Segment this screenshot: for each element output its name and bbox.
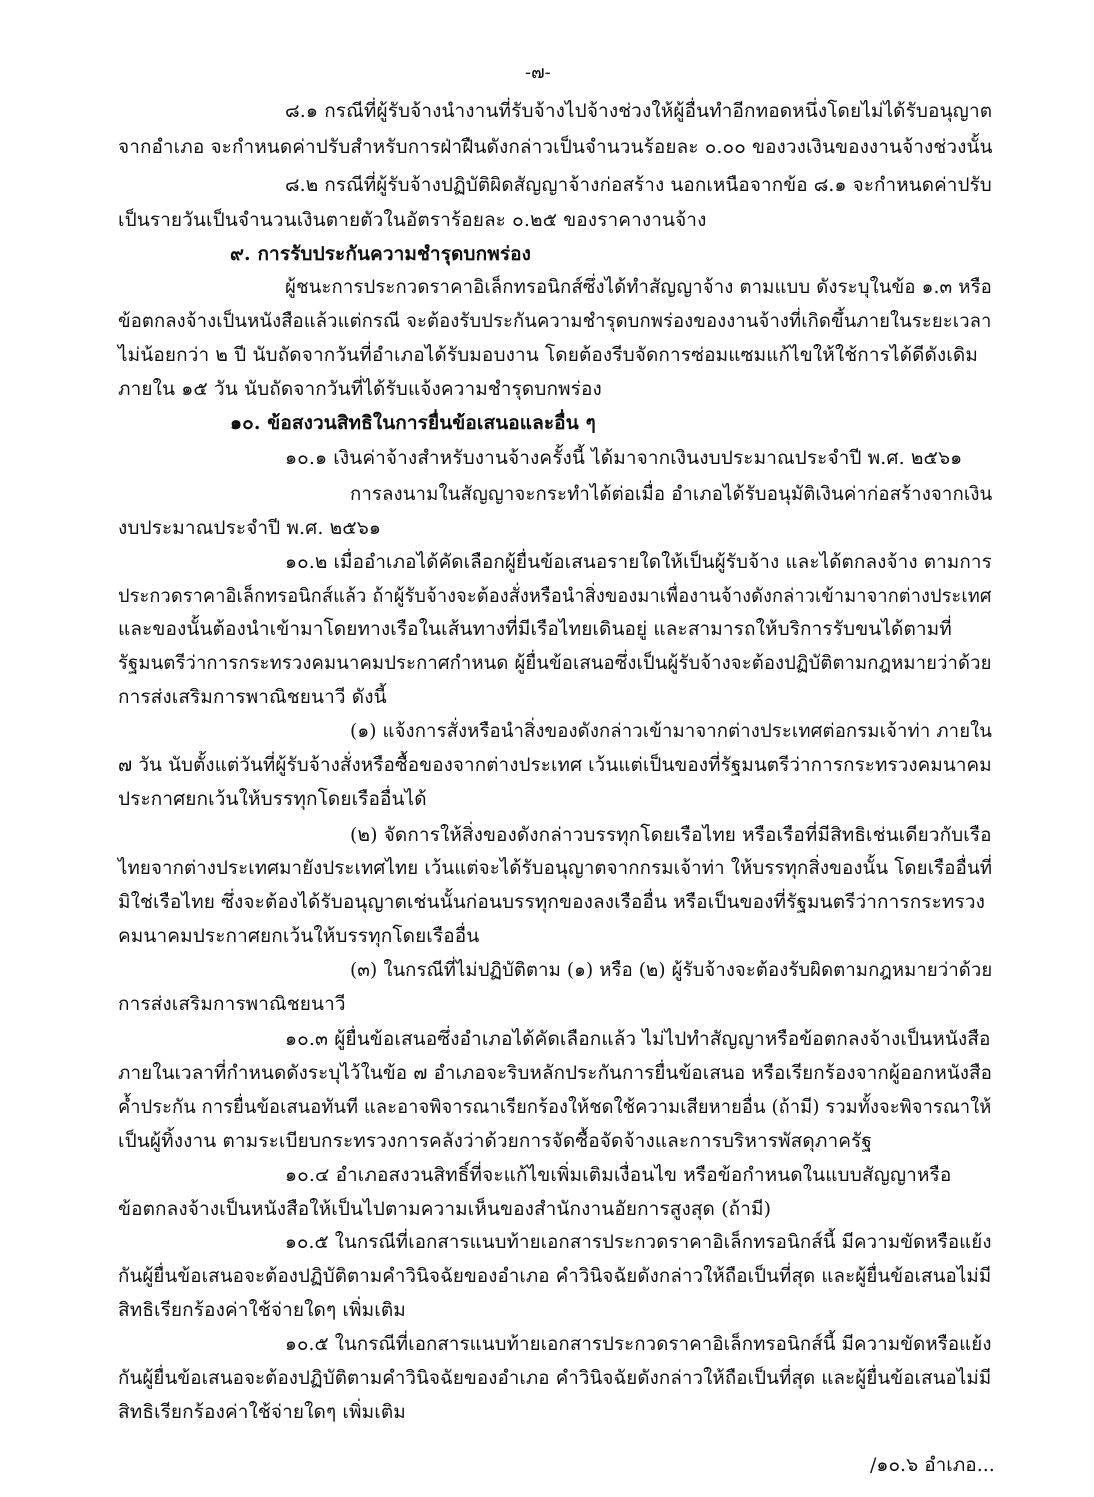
text-line: กันผู้ยื่นข้อเสนอจะต้องปฏิบัติตามคำวินิจฉัยของอำเภอ คำวินิจฉัยดังกล่าวให้ถือเป็นที่สุด และผู้ยื่นข้อเสนอไม่มี (118, 1367, 992, 1389)
text-line: เป็นรายวันเป็นจำนวนเงินตายตัวในอัตราร้อยละ ๐.๒๕ ของราคางานจ้าง (118, 209, 707, 231)
text-line: ไม่น้อยกว่า ๒ ปี นับถัดจากวันที่อำเภอได้รับมอบงาน โดยต้องรีบจัดการซ่อมแซมแก้ไขให้ใช้การได้ดีดังเดิม (118, 344, 978, 366)
text-line: การส่งเสริมการพาณิชยนาวี (118, 993, 346, 1015)
text-line: สิทธิเรียกร้องค่าใช้จ่ายใดๆ เพิ่มเติม (118, 1401, 406, 1423)
text-line: ข้อตกลงจ้างเป็นหนังสือแล้วแต่กรณี จะต้องรับประกันความชำรุดบกพร่องของงานจ้างที่เกิดขึ้นภายในระยะเวลา (118, 310, 992, 332)
text-line: (๒) จัดการให้สิ่งของดังกล่าวบรรทุกโดยเรือไทย หรือเรือที่มีสิทธิเช่นเดียวกับเรือ (350, 824, 992, 846)
text-line: ประกวดราคาอิเล็กทรอนิกส์แล้ว ถ้าผู้รับจ้างจะต้องสั่งหรือนำสิ่งของมาเพื่องานจ้างดังกล่าวเข้ามาจากต่างประเทศ (118, 585, 992, 607)
text-line: ๗ วัน นับตั้งแต่วันที่ผู้รับจ้างสั่งหรือซื้อของจากต่างประเทศ เว้นแต่เป็นของที่รัฐมนตรีว่าการกระทรวงคมนาคม (118, 754, 992, 776)
text-line: สิทธิเรียกร้องค่าใช้จ่ายใดๆ เพิ่มเติม (118, 1299, 406, 1321)
text-line: ไทยจากต่างประเทศมายังประเทศไทย เว้นแต่จะได้รับอนุญาตจากกรมเจ้าท่า ให้บรรทุกสิ่งของนั้น โดยเรืออื่นที่ (118, 857, 993, 879)
text-line: ๘.๒ กรณีที่ผู้รับจ้างปฏิบัติผิดสัญญาจ้างก่อสร้าง นอกเหนือจากข้อ ๘.๑ จะกำหนดค่าปรับ (285, 174, 992, 196)
text-line: ๑๐.๔ อำเภอสงวนสิทธิ์ที่จะแก้ไขเพิ่มเติมเงื่อนไข หรือข้อกำหนดในแบบสัญญาหรือ (285, 1164, 952, 1186)
page-number: -๗- (525, 62, 551, 83)
section-heading: ๙. การรับประกันความชำรุดบกพร่อง (230, 243, 532, 265)
text-line: จากอำเภอ จะกำหนดค่าปรับสำหรับการฝ่าฝืนดังกล่าวเป็นจำนวนร้อยละ ๐.๐๐ ของวงเงินของงานจ้างช่วงนั้น (118, 136, 993, 158)
text-line: รัฐมนตรีว่าการกระทรวงคมนาคมประกาศกำหนด ผู้ยื่นข้อเสนอซึ่งเป็นผู้รับจ้างจะต้องปฏิบัติตามกฎหมายว่าด้วย (118, 652, 992, 674)
text-line: ประกาศยกเว้นให้บรรทุกโดยเรืออื่นได้ (118, 788, 427, 810)
text-line: ๑๐.๑ เงินค่าจ้างสำหรับงานจ้างครั้งนี้ ได้มาจากเงินงบประมาณประจำปี พ.ศ. ๒๕๖๑ (285, 447, 963, 469)
text-line: คมนาคมประกาศยกเว้นให้บรรทุกโดยเรืออื่น (118, 925, 480, 947)
text-line: และของนั้นต้องนำเข้ามาโดยทางเรือในเส้นทางที่มีเรือไทยเดินอยู่ และสามารถให้บริการรับขนได้ตามที่ (118, 618, 952, 640)
text-line: มิใช่เรือไทย ซึ่งจะต้องได้รับอนุญาตเช่นนั้นก่อนบรรทุกของลงเรืออื่น หรือเป็นของที่รัฐมนตรีว่าการกระทรวง (118, 891, 985, 913)
text-line: ๑๐.๒ เมื่ออำเภอได้คัดเลือกผู้ยื่นข้อเสนอรายใดให้เป็นผู้รับจ้าง และได้ตกลงจ้าง ตามการ (285, 551, 992, 573)
text-line: ๑๐.๓ ผู้ยื่นข้อเสนอซึ่งอำเภอได้คัดเลือกแล้ว ไม่ไปทำสัญญาหรือข้อตกลงจ้างเป็นหนังสือ (285, 1028, 991, 1050)
section-heading: ๑๐. ข้อสงวนสิทธิในการยื่นข้อเสนอและอื่น ๆ (230, 412, 596, 434)
text-line: ข้อตกลงจ้างเป็นหนังสือให้เป็นไปตามความเห็นของสำนักงานอัยการสูงสุด (ถ้ามี) (118, 1198, 772, 1220)
text-line: ผู้ชนะการประกวดราคาอิเล็กทรอนิกส์ซึ่งได้ทำสัญญาจ้าง ตามแบบ ดังระบุในข้อ ๑.๓ หรือ (285, 276, 992, 298)
text-line: (๑) แจ้งการสั่งหรือนำสิ่งของดังกล่าวเข้ามาจากต่างประเทศต่อกรมเจ้าท่า ภายใน (350, 720, 993, 742)
text-line: ๑๐.๕ ในกรณีที่เอกสารแนบท้ายเอกสารประกวดราคาอิเล็กทรอนิกส์นี้ มีความขัดหรือแย้ง (285, 1231, 992, 1253)
text-line: (๓) ในกรณีที่ไม่ปฏิบัติตาม (๑) หรือ (๒) ผู้รับจ้างจะต้องรับผิดตามกฎหมายว่าด้วย (350, 959, 993, 981)
text-line: ภายในเวลาที่กำหนดดังระบุไว้ในข้อ ๗ อำเภอจะริบหลักประกันการยื่นข้อเสนอ หรือเรียกร้องจากผู้ออกหนังสือ (118, 1062, 993, 1084)
text-line: กันผู้ยื่นข้อเสนอจะต้องปฏิบัติตามคำวินิจฉัยของอำเภอ คำวินิจฉัยดังกล่าวให้ถือเป็นที่สุด และผู้ยื่นข้อเสนอไม่มี (118, 1265, 992, 1287)
text-line: การส่งเสริมการพาณิชยนาวี ดังนี้ (118, 686, 387, 708)
text-line: การลงนามในสัญญาจะกระทำได้ต่อเมื่อ อำเภอได้รับอนุมัติเงินค่าก่อสร้างจากเงิน (350, 483, 993, 505)
text-line: ภายใน ๑๕ วัน นับถัดจากวันที่ได้รับแจ้งความชำรุดบกพร่อง (118, 378, 602, 400)
text-line: ค้ำประกัน การยื่นข้อเสนอทันที และอาจพิจารณาเรียกร้องให้ชดใช้ความเสียหายอื่น (ถ้ามี) รวมทั้งจะพิจารณาให้ (118, 1096, 992, 1118)
text-line: ๑๐.๕ ในกรณีที่เอกสารแนบท้ายเอกสารประกวดราคาอิเล็กทรอนิกส์นี้ มีความขัดหรือแย้ง (285, 1333, 992, 1355)
text-line: เป็นผู้ทิ้งงาน ตามระเบียบกระทรวงการคลังว่าด้วยการจัดซื้อจัดจ้างและการบริหารพัสดุภาครัฐ (118, 1130, 872, 1152)
text-line: ๘.๑ กรณีที่ผู้รับจ้างนำงานที่รับจ้างไปจ้างช่วงให้ผู้อื่นทำอีกทอดหนึ่งโดยไม่ได้รับอนุญาต (285, 100, 993, 122)
text-line: งบประมาณประจำปี พ.ศ. ๒๕๖๑ (118, 517, 382, 539)
continuation-note: /๑๐.๖ อำเภอ... (870, 1454, 995, 1476)
